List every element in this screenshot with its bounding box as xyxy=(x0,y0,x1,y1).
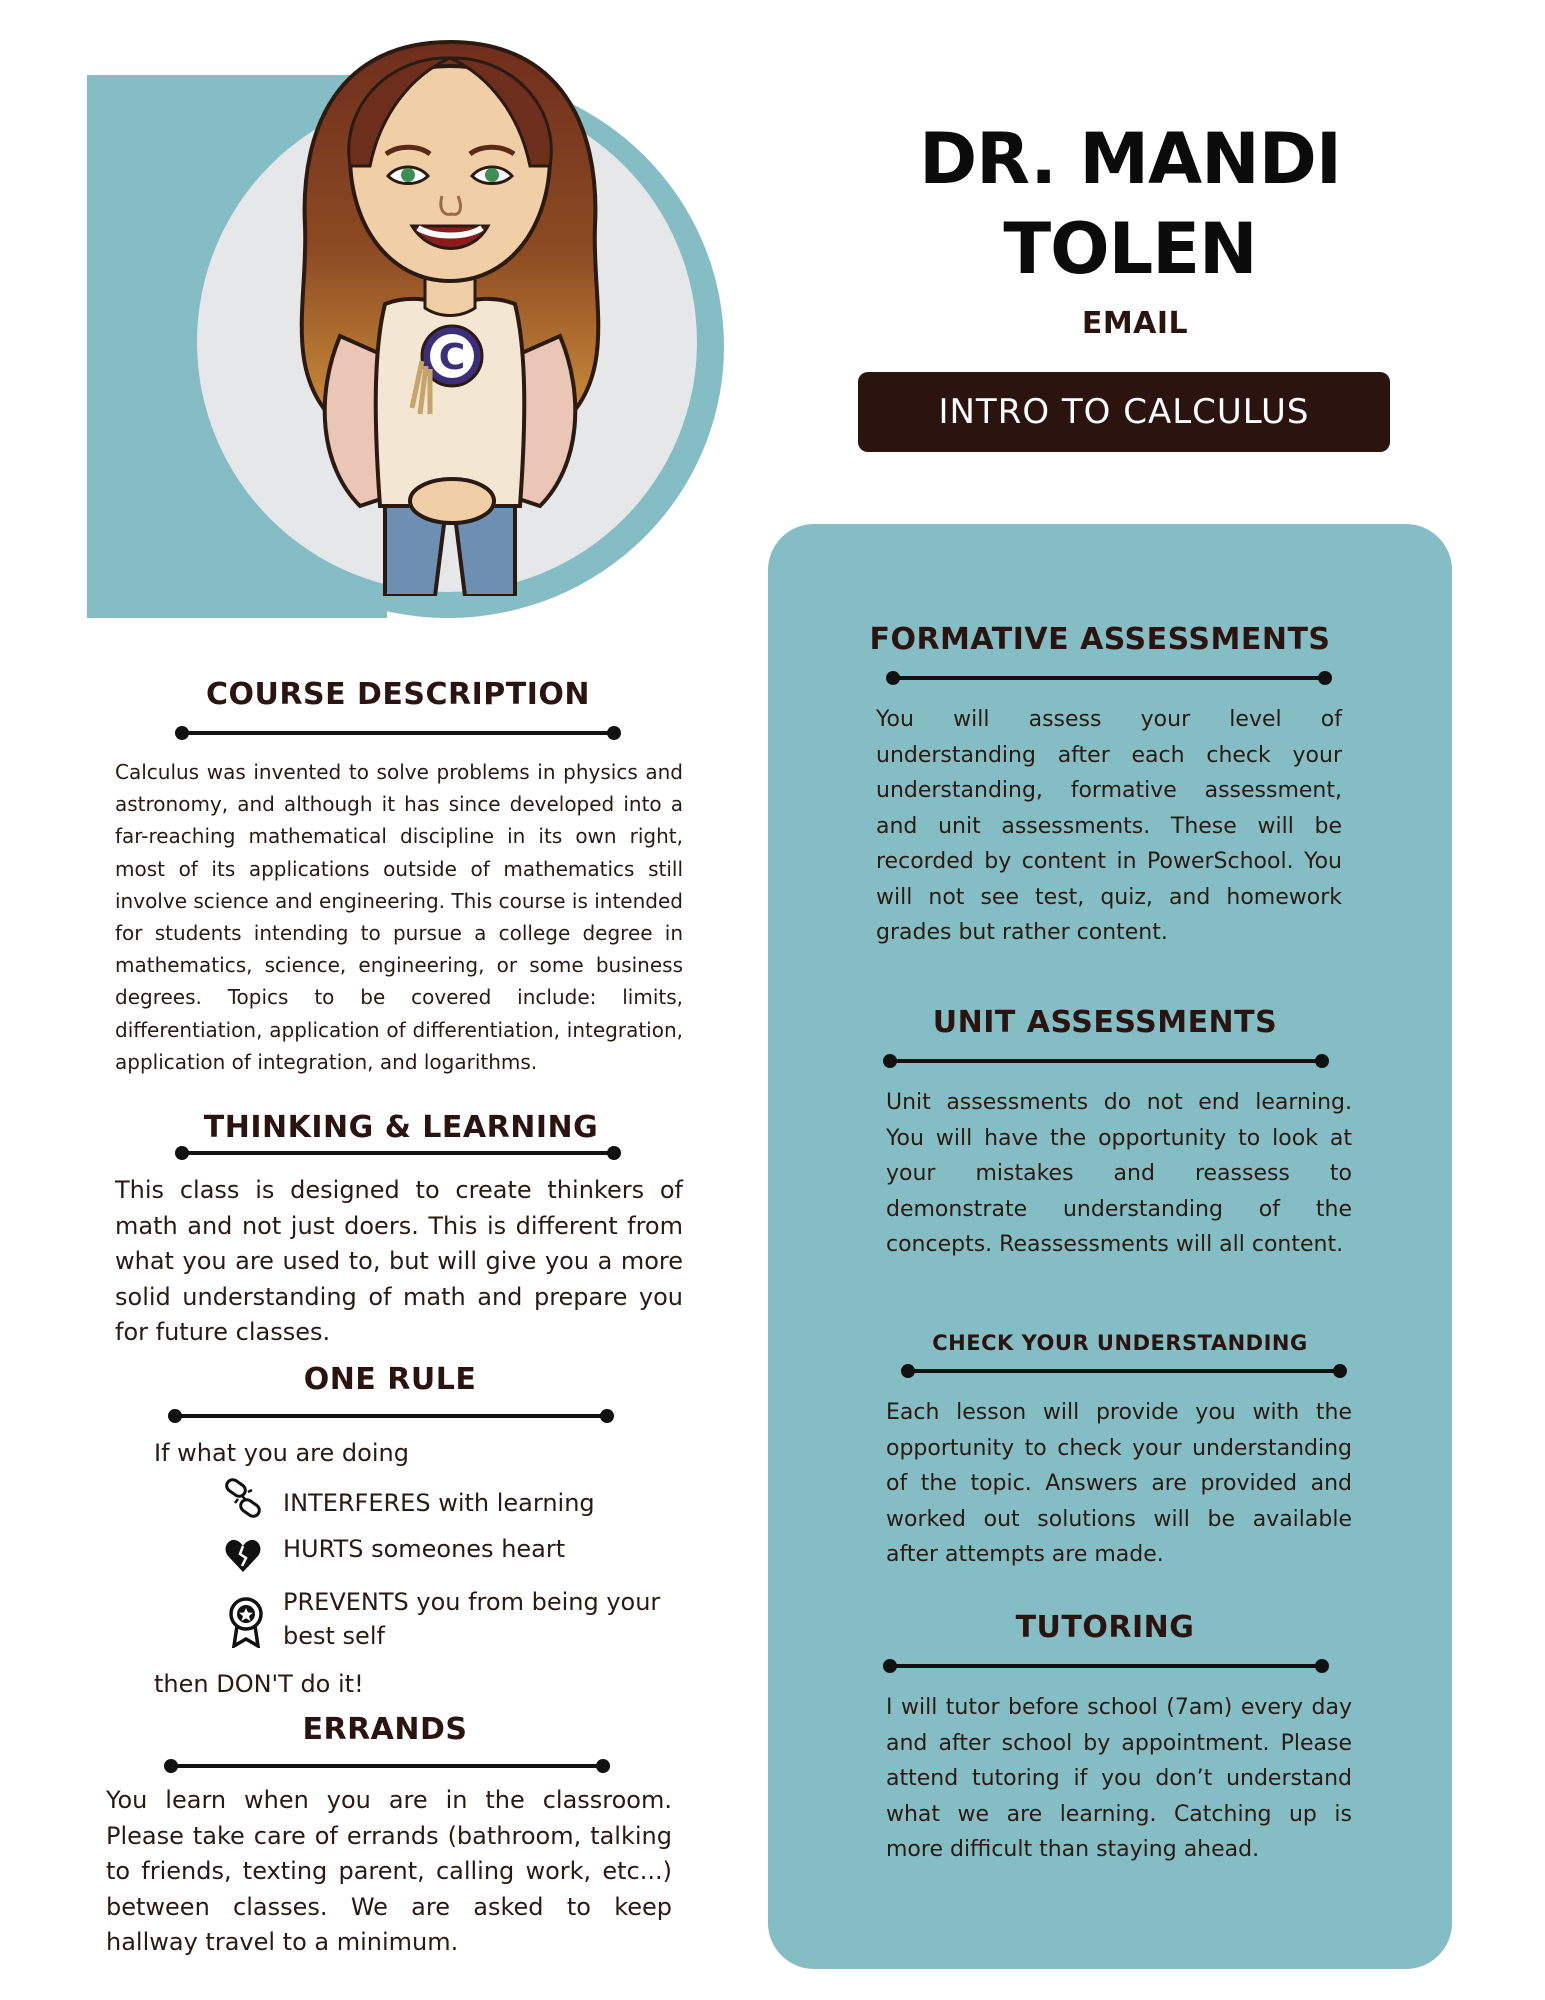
formative-assessments-heading: FORMATIVE ASSESSMENTS xyxy=(869,622,1331,657)
teacher-name-line1: DR. MANDI xyxy=(919,118,1341,200)
one-rule-item-prevents: PREVENTS you from being your best self xyxy=(283,1588,661,1650)
one-rule-item-interferes: INTERFERES with learning xyxy=(283,1489,595,1517)
avatar xyxy=(190,36,710,596)
check-understanding-divider xyxy=(907,1369,1341,1373)
one-rule-divider xyxy=(174,1414,608,1418)
errands-text: You learn when you are in the classroom. Please take care of errands (bathroom, talking to friends, texting parent, calling work, etc...) between classes. We are asked to keep hallway travel to a minimum. xyxy=(106,1786,672,1956)
course-description-heading: COURSE DESCRIPTION xyxy=(205,677,591,712)
teacher-name-line2: TOLEN xyxy=(1003,208,1257,290)
unit-assessments-heading: UNIT ASSESSMENTS xyxy=(932,1005,1278,1040)
one-rule-intro: If what you are doing xyxy=(154,1439,409,1467)
tutoring-divider xyxy=(889,1664,1323,1668)
unit-assessments-text: Unit assessments do not end learning. You will have the opportunity to look at your mistakes and reassess to demonstrate understanding of the concepts. Reassessments will all content. xyxy=(886,1090,1352,1257)
errands-divider xyxy=(170,1764,604,1768)
formative-assessments-text: You will assess your level of understanding after each check your understanding, formative assessment, and unit assessments. These will be recorded by content in PowerSchool. You will not see test, quiz, and homework grades but rather content. xyxy=(876,707,1342,945)
shirt-logo-letter: C xyxy=(438,337,466,378)
email-link[interactable]: EMAIL xyxy=(1081,306,1189,341)
errands-heading: ERRANDS xyxy=(302,1712,468,1747)
thinking-learning-heading: THINKING & LEARNING xyxy=(203,1110,599,1145)
course-description-divider xyxy=(181,731,615,735)
course-description-text: Calculus was invented to solve problems in physics and astronomy, and although it has since developed into a far-reaching mathematical discipline in its own right, most of its applications outside of mathematics still involve science and engineering. This course is intended for students intending to pursue a college degree in mathematics, science, engineering, or some business degrees. Topics to be covered include: limits, differentiation, application of differentiation, integration, application of integration, and logarithms. xyxy=(115,760,683,1074)
check-understanding-text: Each lesson will provide you with the opportunity to check your understanding of the topic. Answers are provided and worked out solutions will be available after attempts are made. xyxy=(886,1400,1352,1567)
broken-chain-icon xyxy=(222,1478,264,1520)
tutoring-text: I will tutor before school (7am) every day and after school by appointment. Please attend tutoring if you don’t understand what we are learning. Catching up is more difficult than staying ahead. xyxy=(886,1695,1352,1862)
formative-assessments-divider xyxy=(892,676,1326,680)
thinking-learning-text: This class is designed to create thinkers of math and not just doers. This is different from what you are used to, but will give you a more solid understanding of math and prepare you for future classes. xyxy=(115,1176,683,1346)
one-rule-outro: then DON'T do it! xyxy=(154,1670,364,1698)
one-rule-item-hurts: HURTS someones heart xyxy=(283,1535,566,1563)
tutoring-heading: TUTORING xyxy=(1015,1610,1195,1645)
check-understanding-heading: CHECK YOUR UNDERSTANDING xyxy=(932,1331,1308,1355)
course-title-badge xyxy=(858,372,1390,452)
one-rule-heading: ONE RULE xyxy=(303,1362,477,1397)
thinking-learning-divider xyxy=(181,1151,615,1155)
course-title: INTRO TO CALCULUS xyxy=(938,392,1310,432)
unit-assessments-divider xyxy=(889,1059,1323,1063)
award-ribbon-icon xyxy=(226,1596,266,1648)
broken-heart-icon xyxy=(224,1538,262,1574)
